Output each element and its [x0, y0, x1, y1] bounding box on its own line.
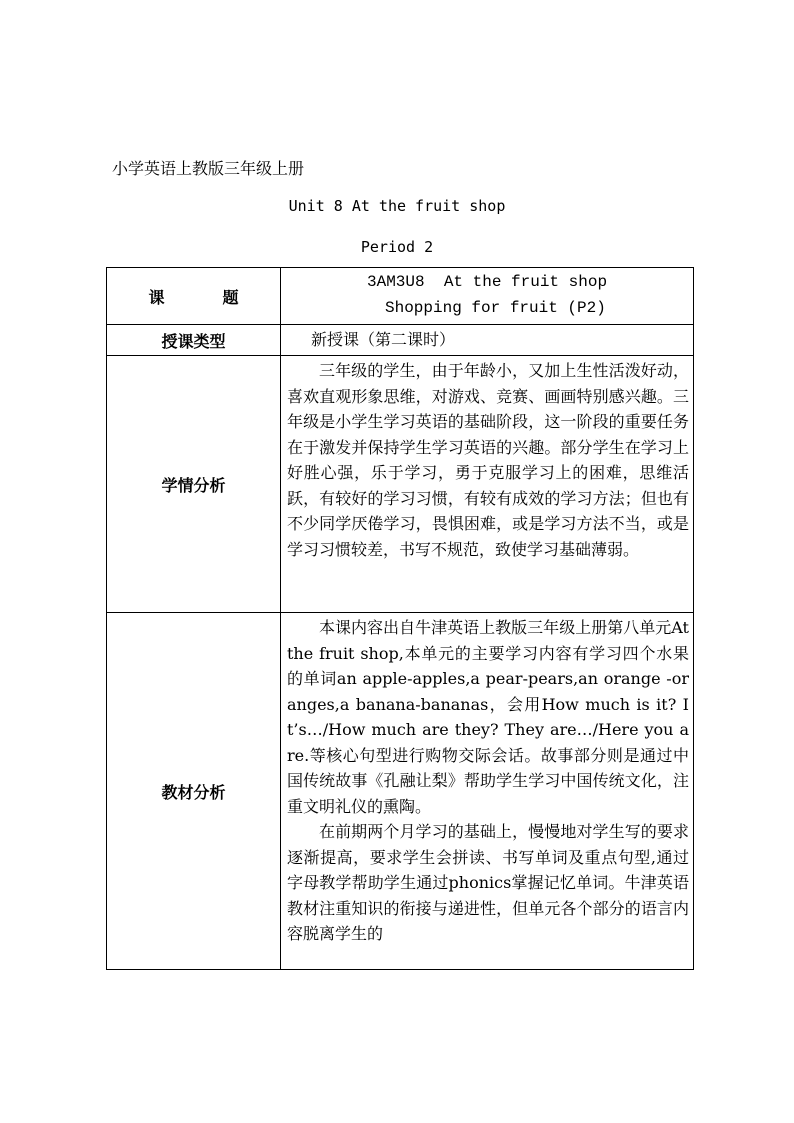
material-analysis-value	[281, 613, 694, 970]
document-title: Unit 8 At the fruit shop	[288, 197, 506, 215]
table-row-topic	[107, 268, 694, 325]
material-analysis-label: 教材分析	[107, 613, 281, 970]
learner-analysis-text: 三年级的学生，由于年龄小，又加上生性活泼好动，喜欢直观形象思维，对游戏、竞赛、画画特别感兴趣。三年级是小学生学习英语的基础阶段，这一阶段的重要任务在于激发并保持学生学习英语的兴趣。部分学生在学习上好胜心强，乐于学习，勇于克服学习上的困难，思维活跃，有较好的学习习惯，有较有成效的学习方法；但也有不少同学厌倦学习，畏惧困难，或是学习方法不当，或是学习习惯较差，书写不规范，致使学习基础薄弱。	[287, 361, 689, 559]
lesson-type-value	[281, 325, 694, 356]
learner-analysis-value	[281, 356, 694, 613]
document-period: Period 2	[360, 238, 434, 256]
topic-line-1: 3AM3U8 At the fruit shop	[367, 273, 608, 291]
topic-value	[281, 268, 694, 325]
topic-label-char-2: 题	[222, 287, 239, 307]
material-analysis-paragraph-2: 在前期两个月学习的基础上，慢慢地对学生写的要求逐渐提高，要求学生会拼读、书写单词及重点句型,通过字母教学帮助学生通过phonics掌握记忆单词。牛津英语教材注重知识的衔接与递进性，但单元各个部分的语言内容脱离学生的	[287, 822, 689, 943]
lesson-plan-table	[106, 267, 694, 970]
document-subtitle: 小学英语上教版三年级上册	[112, 159, 305, 178]
topic-label-char-1: 课	[148, 287, 165, 307]
topic-line-2: Shopping for fruit (P2)	[385, 298, 606, 317]
lesson-type-text: 新授课（第二课时）	[311, 330, 456, 349]
material-analysis-paragraph-1: 本课内容出自牛津英语上教版三年级上册第八单元At the fruit shop,本单元的主要学习内容有学习四个水果的单词an apple-apples,a pear-pears,an orange -oranges,a banana-bananas，会用How much is it? It’s…/How much are they? They are…/Here you are.等核心句型进行购物交际会话。故事部分则是通过中国传统故事《孔融让梨》帮助学生学习中国传统文化，注重文明礼仪的熏陶。	[287, 618, 689, 816]
topic-label	[107, 268, 281, 325]
lesson-type-label: 授课类型	[107, 325, 281, 356]
learner-analysis-label: 学情分析	[107, 356, 281, 613]
table-row-lesson-type	[107, 325, 694, 356]
table-row-material-analysis	[107, 613, 694, 970]
material-analysis-clip	[287, 615, 689, 963]
table-row-learner-analysis	[107, 356, 694, 613]
